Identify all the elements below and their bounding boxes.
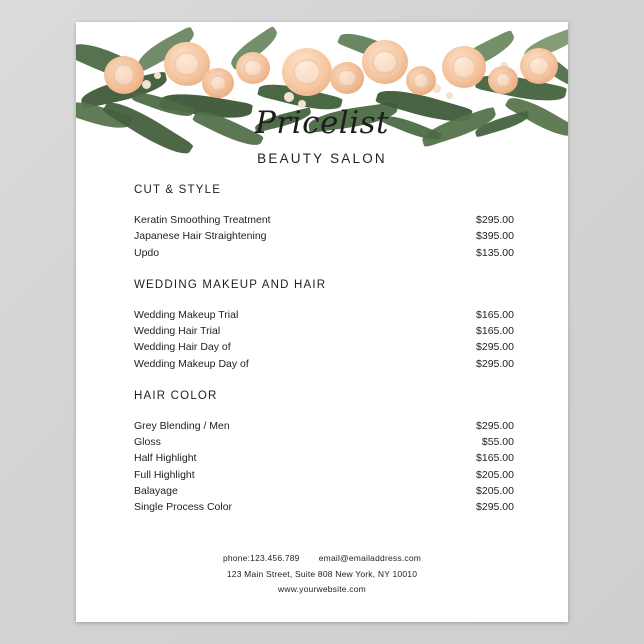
price-row <box>134 450 514 466</box>
page-title: Pricelist <box>255 105 389 141</box>
rose-flower-icon <box>362 40 408 84</box>
rose-flower-icon <box>282 48 332 96</box>
service-name: Wedding Makeup Day of <box>134 357 249 370</box>
service-price: $395.00 <box>476 230 514 243</box>
footer-email: email@emailaddress.com <box>318 552 422 563</box>
price-section <box>134 184 514 261</box>
price-row <box>134 434 514 450</box>
price-section <box>134 390 514 516</box>
price-row <box>134 483 514 499</box>
price-row <box>134 356 514 372</box>
service-name: Grey Blending / Men <box>134 419 230 432</box>
spacer <box>134 265 514 279</box>
poster-footer <box>76 551 568 598</box>
service-name: Single Process Color <box>134 501 233 514</box>
flower-bud-icon <box>446 92 453 99</box>
price-row <box>134 418 514 434</box>
service-name: Wedding Hair Day of <box>134 341 231 354</box>
flower-bud-icon <box>142 80 151 89</box>
service-name: Wedding Hair Trial <box>134 325 221 338</box>
service-price: $165.00 <box>476 325 514 338</box>
service-price: $295.00 <box>476 357 514 370</box>
rose-flower-icon <box>520 48 558 84</box>
section-heading: WEDDING MAKEUP AND HAIR <box>134 278 327 291</box>
service-price: $135.00 <box>476 246 514 259</box>
price-section <box>134 279 514 372</box>
footer-address: 123 Main Street, Suite 808 New York, NY 10010 <box>226 568 418 579</box>
service-price: $295.00 <box>476 419 514 432</box>
rose-flower-icon <box>236 52 270 84</box>
service-name: Japanese Hair Straightening <box>134 230 267 243</box>
service-name: Balayage <box>134 484 178 497</box>
service-price: $295.00 <box>476 501 514 514</box>
flower-bud-icon <box>154 72 161 79</box>
rose-flower-icon <box>202 68 234 98</box>
rose-flower-icon <box>488 66 518 94</box>
price-row <box>134 323 514 339</box>
price-row <box>134 499 514 515</box>
service-price: $205.00 <box>476 468 514 481</box>
footer-phone: phone:123.456.789 <box>222 552 300 563</box>
service-name: Gloss <box>134 436 161 449</box>
flower-bud-icon <box>284 92 294 102</box>
service-price: $295.00 <box>476 214 514 226</box>
rose-flower-icon <box>330 62 364 94</box>
service-price: $55.00 <box>481 436 514 449</box>
service-price: $295.00 <box>476 341 514 354</box>
price-row <box>134 245 514 261</box>
spacer <box>134 376 514 390</box>
pricelist-body <box>134 184 514 519</box>
service-price: $205.00 <box>476 484 514 497</box>
footer-contact-line <box>76 551 568 567</box>
service-name: Half Highlight <box>134 452 197 465</box>
price-row <box>134 339 514 355</box>
rose-flower-icon <box>104 56 144 94</box>
rose-flower-icon <box>442 46 486 88</box>
service-name: Wedding Makeup Trial <box>134 308 239 321</box>
price-row <box>134 307 514 323</box>
price-row <box>134 467 514 483</box>
pricelist-poster <box>76 22 568 622</box>
service-name: Keratin Smoothing Treatment <box>134 214 271 226</box>
service-name: Updo <box>134 246 160 259</box>
rose-flower-icon <box>406 66 436 95</box>
section-heading: HAIR COLOR <box>134 389 218 402</box>
footer-website: www.yourwebsite.com <box>278 584 366 595</box>
service-price: $165.00 <box>476 452 514 465</box>
service-price: $165.00 <box>476 308 514 321</box>
service-name: Full Highlight <box>134 468 195 481</box>
price-row <box>134 228 514 244</box>
page-subtitle: BEAUTY SALON <box>257 151 387 167</box>
section-heading: CUT & STYLE <box>134 184 222 196</box>
price-row <box>134 212 514 228</box>
poster-title-block <box>76 106 568 166</box>
